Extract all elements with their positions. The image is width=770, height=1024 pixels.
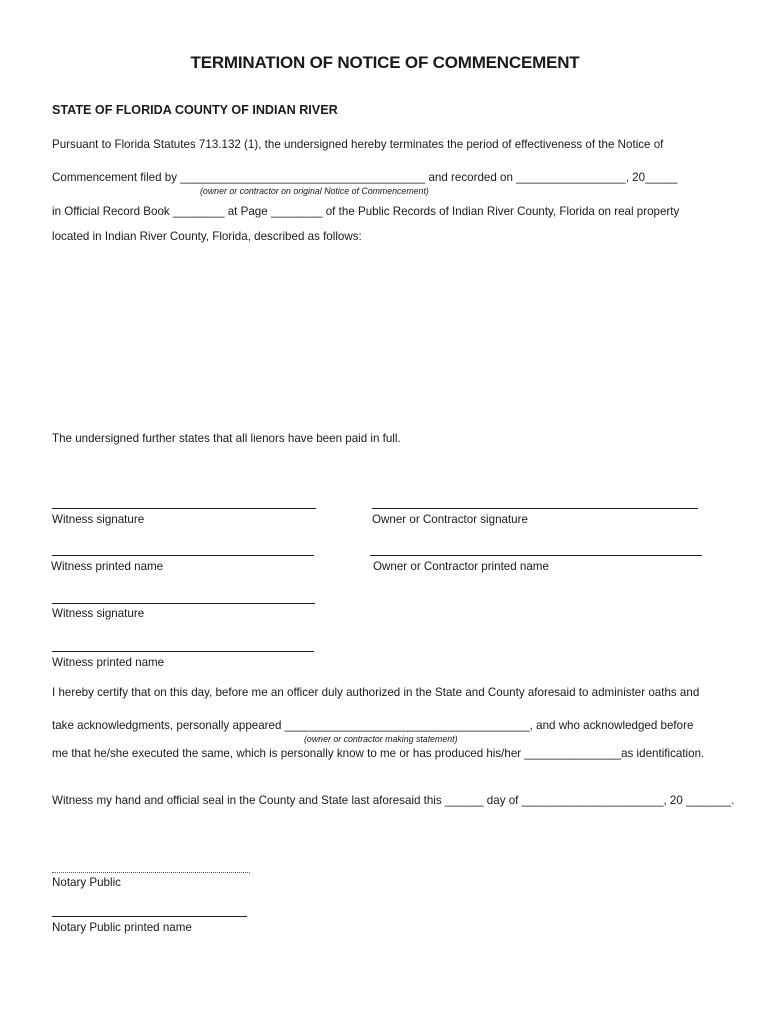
paragraph-line-1: Pursuant to Florida Statutes 713.132 (1), the undersigned hereby terminates the period of effectiveness of the Notice of (52, 138, 664, 151)
witness-printed-label-2: Witness printed name (52, 656, 165, 669)
owner-signature-line[interactable] (372, 508, 698, 509)
owner-printed-label: Owner or Contractor printed name (373, 560, 549, 573)
paragraph-line-4: located in Indian River County, Florida, described as follows: (52, 230, 362, 243)
notary-printed-label: Notary Public printed name (52, 921, 192, 934)
paragraph-line-3: in Official Record Book ________ at Page ________ of the Public Records of Indian River County, Florida on real property (52, 205, 680, 218)
witness-hand-statement: Witness my hand and official seal in the County and State last aforesaid this ______ day of ______________________, 20 _______. (52, 794, 735, 807)
certification-line-3: me that he/she executed the same, which is personally know to me or has produced his/her _______________as identification. (52, 747, 705, 760)
witness-printed-label-1: Witness printed name (51, 560, 164, 573)
notary-printed-line[interactable] (52, 916, 247, 917)
witness-signature-line-1[interactable] (52, 508, 316, 509)
witness-printed-line-1[interactable] (52, 555, 314, 556)
paragraph-line-2: Commencement filed by ______________________________________ and recorded on _________________, 20_____ (52, 171, 678, 184)
certification-line-2: take acknowledgments, personally appeared ______________________________________, and who acknowledged before (52, 719, 694, 732)
witness-printed-line-2[interactable] (52, 651, 314, 652)
appeared-field-note: (owner or contractor making statement) (304, 734, 458, 744)
notary-signature-line[interactable] (52, 872, 250, 873)
lienors-statement: The undersigned further states that all lienors have been paid in full. (52, 432, 401, 445)
owner-signature-label: Owner or Contractor signature (372, 513, 528, 526)
witness-signature-line-2[interactable] (52, 603, 315, 604)
certification-line-1: I hereby certify that on this day, before me an officer duly authorized in the State and County aforesaid to administer oaths and (52, 686, 700, 699)
document-title: TERMINATION OF NOTICE OF COMMENCEMENT (190, 53, 580, 72)
owner-printed-line[interactable] (370, 555, 702, 556)
filer-field-note: (owner or contractor on original Notice of Commencement) (200, 186, 429, 196)
witness-signature-label-2: Witness signature (52, 607, 145, 620)
state-county-heading: STATE OF FLORIDA COUNTY OF INDIAN RIVER (52, 103, 338, 117)
notary-public-label: Notary Public (52, 876, 121, 889)
witness-signature-label-1: Witness signature (52, 513, 145, 526)
